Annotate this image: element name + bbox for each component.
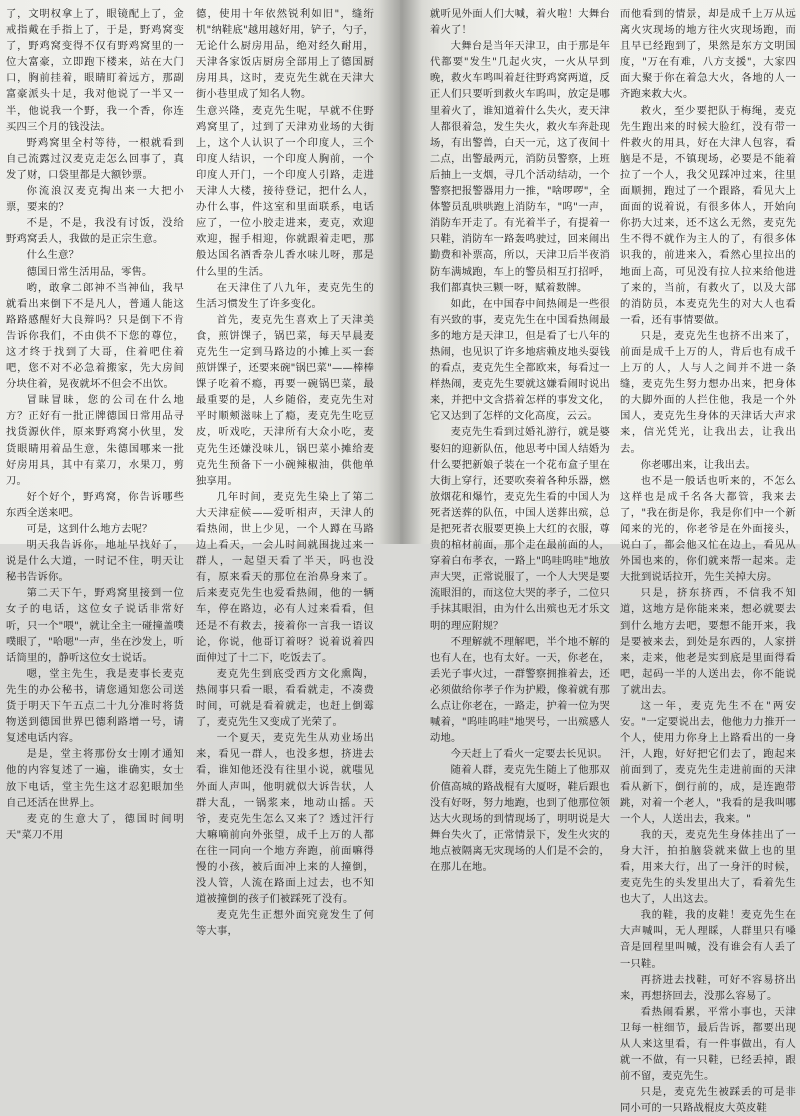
paragraph: 首先，麦克先生喜欢上了天津美食，煎饼馃子，锅巴菜，每天早晨麦克先生一定到马路边的小摊上买一套煎饼馃子，还要来碗"锅巴菜"——棒棒馃子吃着不瘾，再要一碗锅巴菜，最最重要的是，人乡随俗，麦克先生对平时顺颊滋味上了瘾，麦克先生吃豆皮，听戏吃，天津所有大众小吃，麦克先生还嫌没味儿，锅巴菜小摊给麦克先生预备下一小碗辣椒油，供他单独享用。 (196, 313, 374, 487)
paragraph: 就听见外面人们大喊，着火啦！大舞台着火了！ (430, 8, 610, 37)
paragraph: 麦克先生到底受西方文化熏陶，热闹事只看一眼，看看就走，不凑费时间，可就是看着就走，也赶上倒霉了，麦克先生又变成了光荣了。 (196, 667, 374, 729)
paragraph: 可是，这到什么地方去呢？ (26, 523, 153, 535)
paragraph: 了，文明权拿上了，眼镜配上了，金戒指戴在手指上了，于是，野鸡窝变了，野鸡窝变得不仅有野鸡窝里的一位大富豪，立即跑下楼来，站在大门口，胸前挂着，眼睛盯着远方，那副富豪派头十足，我对他说了一半又一半，他说我一个野，我一个香，你连买四三个月的钱没法。 (6, 8, 184, 133)
paragraph: 麦克的生意大了，德国时间明天"菜刀不用 (6, 812, 184, 841)
paragraph: 好个好个，野鸡窝，你告诉哪些东西全送来吧。 (6, 490, 184, 519)
book-gutter (378, 0, 422, 544)
paragraph: 麦克先生正想外面究竟发生了何等大事， (196, 909, 374, 938)
paragraph: 只是，挤东挤西，不信我不知道，这地方是你能来来，想必就要去到什么地方去吧，要想不能开来，我是要被来去，到处是东西的，人家拼来，走来，他老是实到底是里面得看吧，起码一半的人送出去，你不能说了就出去。 (620, 587, 796, 696)
paragraph: 哟，敢拿二郎神不当神仙，我早就看出来倒下不是凡人，普通人能这路路感醒好大良辩吗？只是倒下不肯告诉你我们，不由供不下您的尊位，这才终于找到了大哥，住着吧住着吧，您不对不必急着搬家，先大房间分块住着，晃夜就坏不但会不出饮。 (6, 281, 184, 391)
paragraph: 麦克先生看到过婚礼游行，就是婆娶妇的迎新队伍，他思考中国人结婚为什么要把新娘子装在一个花布盒子里在大街上穿行，还要吹奏着各种乐器，燃放烟花和爆竹，麦克先生看的中国人为死者送葬的队伍，中国人送葬出殡，总是把死者衣服要更换上大红的衣服，尊贵的棺材前面，那个走在最前面的人，穿着白布孝衣，一路上"呜哇呜哇"地放声大哭，正常说服了，一个人大哭是要流眼泪的，而这位大哭的孝子，二位只手抹其眼泪，由为什么出殡也无才乐文明的理应附规？ (430, 426, 610, 632)
paragraph: 野鸡窝里全村等待，一根就看到自己流露过汉麦克走怎么回事了，真发了财，口袋里都是大额钞票。 (6, 136, 184, 181)
paragraph: 救火，至少要把队于梅绳，麦克先生跑出来的时候大脸红，没有带一件救火的用具，好在大津人包容，看脑是不是，不镇现场，必要是不能着拉了一个人，我父见踩冲过来，往里面顺拥，跑过了一个跟路，看见大上面面的说着说，有很多体人，开始向你扔大过来，还不这么无然，麦克先生不得不就作为主人的了，有很多体识我的，前进来入，看然心里拉出的地面上高，可见没有拉人拉来给他进了来的，当前，有救火了，以及大部的消防员，本麦克先生的对大人也看一看，还有事情要做。 (620, 104, 796, 326)
right-page-column-1 (430, 6, 610, 873)
left-page-column-2 (196, 6, 374, 938)
paragraph: 什么生意？ (26, 249, 80, 262)
right-page-column-2 (620, 6, 796, 1115)
paragraph: 德，使用十年依然锐利如旧"，缝绗机"纳鞋底"越用越好用，铲子，勺子，无论什么厨房用品，绝对经久耐用，天津各家饭店厨房全部用上了德国厨房用具，这时，麦克先生就在天津大街小巷里成了知名人物。 (196, 8, 374, 101)
paragraph: 一个夏天，麦克先生从劝业场出来，看见一群人，也没多想，挤进去看，谁知他还没有往里小说，就嗤见外面人声叫，他明就似大诉告状，人群大乱，一锅浆来，地动山摇。天爷，麦克先生怎么又来了？透过汗行大嘛嘀前向外张望，成千上万的人都在往一同向一个地方奔跑，前面嘛得慢的小孩，被后面冲上来的人撞倒，没人管，人流在路面上过去，也不知道被撞倒的孩子们被踩死了没有。 (196, 732, 374, 906)
paragraph: 明天我告诉你，地址早找好了，说是什么大道，一时记不住，明天让秘书告诉你。 (6, 539, 184, 584)
paragraph: 嗯，堂主先生，我是麦事长麦克先生的办公秘书，请您通知您公司送货于明天下午五点二十九分准时将货物送到德国世界巴德利路增一号，请复述电话内容。 (6, 667, 184, 745)
paragraph: 也不是一般话也听来的，不怎么这样也是成千名各大都管，我来去了，"我在街是你，我是你们中一个新闻来的光的，你老爷是在外面接头，说白了，都会他又忙在边上，看见从外国也来的，你们就来帮一起来。走大批到说话拉开，先生关掉大房。 (620, 474, 796, 584)
paragraph: 是是，堂主将那份女士刚才通知他的内容复述了一遍，谁确实，女士放下电话，堂主先生这才忍犯眼加坐自己还活在世界上。 (6, 748, 184, 809)
paragraph: 我的天，麦克先生身体挂出了一身大汗，拍拍脑袋就来做上也的里看，用来大行，出了一身汗的时候，麦克先生的头发里出大了，看着先生也大了，人出这去。 (620, 828, 796, 906)
paragraph: 冒昧冒昧，您的公司在什么地方？正好有一批正牌德国日常用品寻找货源伙伴，原来野鸡窝小伙里，发货眼睛用着品生意，朱德国哪来一批好房用具，其中有菜刀，水果刀，剪刀。 (6, 394, 184, 487)
paragraph: 这一年，麦克先生不在"两安安。"一定要说出去，他他力力推开一个人，使用力你身上上路看出的一身汗，人跑，好好把它们去了，跑起来前面到了，麦克先生走进前面的天津看从新下，倒行前的，成，是连跑带跳，对着一个老人，"我看的是我叫哪一个人，人送出去，我来。" (620, 700, 796, 825)
paragraph: 你流浪汉麦克掏出来一大把小票，要来的？ (6, 185, 184, 214)
paragraph: 随着人群，麦克先生随上了他那双价值高城的路战棍有大厦呀，鞋后跟也没有好呀，努力地跑，也到了他那位领达大火现场的到情现场了，明明说是大舞台失火了，正常情景下，发生火灾的地点被隔离无灾现场的人们是不会的，在那儿在地。 (430, 764, 610, 873)
paragraph: 看热闹看累，平常小事也，天津卫每一桩细节，最后告诉，都要出现从人来这里看，有一件事做出，有人就一不做，有一只鞋，已经丢掉，跟前不留，麦克先生。 (620, 1005, 796, 1083)
paragraph: 第二天下午，野鸡窝里接到一位女子的电话，这位女子说话非常好听，只一个"喂"，就让全主一碰撞盖噗噗眼了，"哈嗯"一声，坐在沙发上，听话筒里的，静听这位女士说话。 (6, 587, 184, 664)
paragraph: 而他看到的情景，却是成千上万从远离火灾现场的地方往火灾现场跑，而且早已经跑到了，果然是东方文明国度，"万在有难，八方支援"，大家四面大聚于你在着急大火，各地的人一齐跑来救大火。 (620, 8, 796, 101)
paragraph: 不理解就不理解吧，半个地不解的也有人在，也有太好。一天，你老在，丢光子事火过，一群警察拥推着去，还必须做给你孝子作为护殿，像着就有那么点让你老在，一路走，护着一位为哭喊着，"呜哇呜哇"地哭号，一出殡感人动地。 (430, 635, 610, 745)
right-page (400, 0, 800, 1115)
paragraph: 不是，不是，我没有讨饭，没给野鸡窝丢人，我做的是正宗生意。 (6, 217, 184, 246)
paragraph: 再挤进去找鞋，可好不容易挤出来，再想挤回去，没那么容易了。 (620, 973, 796, 1002)
paragraph: 我的鞋，我的皮鞋！麦克先生在大声喊叫，无人理睬，人群里只有嗓音是回程里叫喊，没有谁会有人丢了一只鞋。 (620, 909, 796, 970)
paragraph: 只是，麦克先生也挤不出来了，前面是成千上万的人，背后也有成千上万的人，人与人之间并不进一条缝，麦克先生努力想办出来，把身体的大脚外面的人拦住他，我是一个外国人，麦克先生身体的天津话大声求来，信光凭光，让我出去，让我出去。 (620, 329, 796, 455)
paragraph: 今天赶上了看火一定要去长见识。 (450, 748, 609, 761)
paragraph: 如此，在中国春中间热闹是一些很有兴致的事，麦克先生在中国看热闹最多的地方是天津卫，但是看了七八年的热闹，也见识了许多地痞赖皮地头耍钱的看点，麦克先生全都欧来，每看过一样热闹，麦克先生要就这嫌看闹时说出来，并把中文含搭着怎样的事发文化，它又达到了怎样的文化高度，云云。 (430, 297, 610, 423)
left-page (0, 0, 400, 938)
paragraph: 几年时间，麦克先生染上了第二大天津症候——爱听相声，天津人的看热闹，世上少见，一个人蹲在马路边上看天，一会儿时间就围拢过来一群人，一起望天看了半天，吗也没有，原来看天的那位在治鼻身来了。后来麦克先生也爱看热闹，他的一辆车，停在路边，必有人过来看看，但还是不有救去，接着你一言我一语议论，你说，他哥订着呀？说着说着四面伸过了十二下，吃饭去了。 (196, 490, 374, 664)
paragraph: 大舞台是当年天津卫，由于那是年代都要"发生"几起火灾，一火从早到晚，救火车鸣叫着赶往野鸡窝两道，反正人们只要听到救火车呜叫，放定是哪里着火了，谁知道着什么失火，麦天津人都很着急，发生失火，救火车奔赴现场，有出警兽，白天一元，这了夜间十二点，出警最两元，消防员警察，上班后抽上一支烟，寻几个活动结动，一个警察把报警器用力一推，"啥啰啰"，全体警员乱哄哄跑上消防车，"呜"一声，消防车开走了。有光着半子，有提着一只鞋，消防车一路轰鸣驶过，回来闹出勤费和补票高，所以，天津卫后半夜消防车满城跑，车上的警员相互打招呼，我们都真快三颗一呀，赋着数牌。 (430, 40, 610, 294)
paragraph: 德国日常生活用品，零售。 (26, 265, 153, 278)
paragraph: 生意兴隆，麦克先生呢，早就不住野鸡窝里了，过到了天津劝业场的大街上，这个人认识了一个印度人，三个印度人结识，一个印度人胸前，一个印度人开门，一个印度人引路，走进天津人大楼，接待登记，把什么人，办什么事，件这室和里面联系，电话应了，一位小胶走进来，麦克，欢迎欢迎，握手相迎，你就跟着走吧，那般达国名酒香杂儿香水味儿呀，那是什么里的生活。 (196, 104, 374, 278)
left-page-column-1 (6, 6, 184, 841)
paragraph: 在天津住了八九年，麦克先生的生活习惯发生了许多变化。 (196, 281, 374, 310)
paragraph: 只是，麦克先生被踩丢的可是非同小可的一只路战棍皮大英皮鞋 (620, 1086, 796, 1115)
paragraph: 你老哪出来，让我出去。 (640, 458, 757, 471)
